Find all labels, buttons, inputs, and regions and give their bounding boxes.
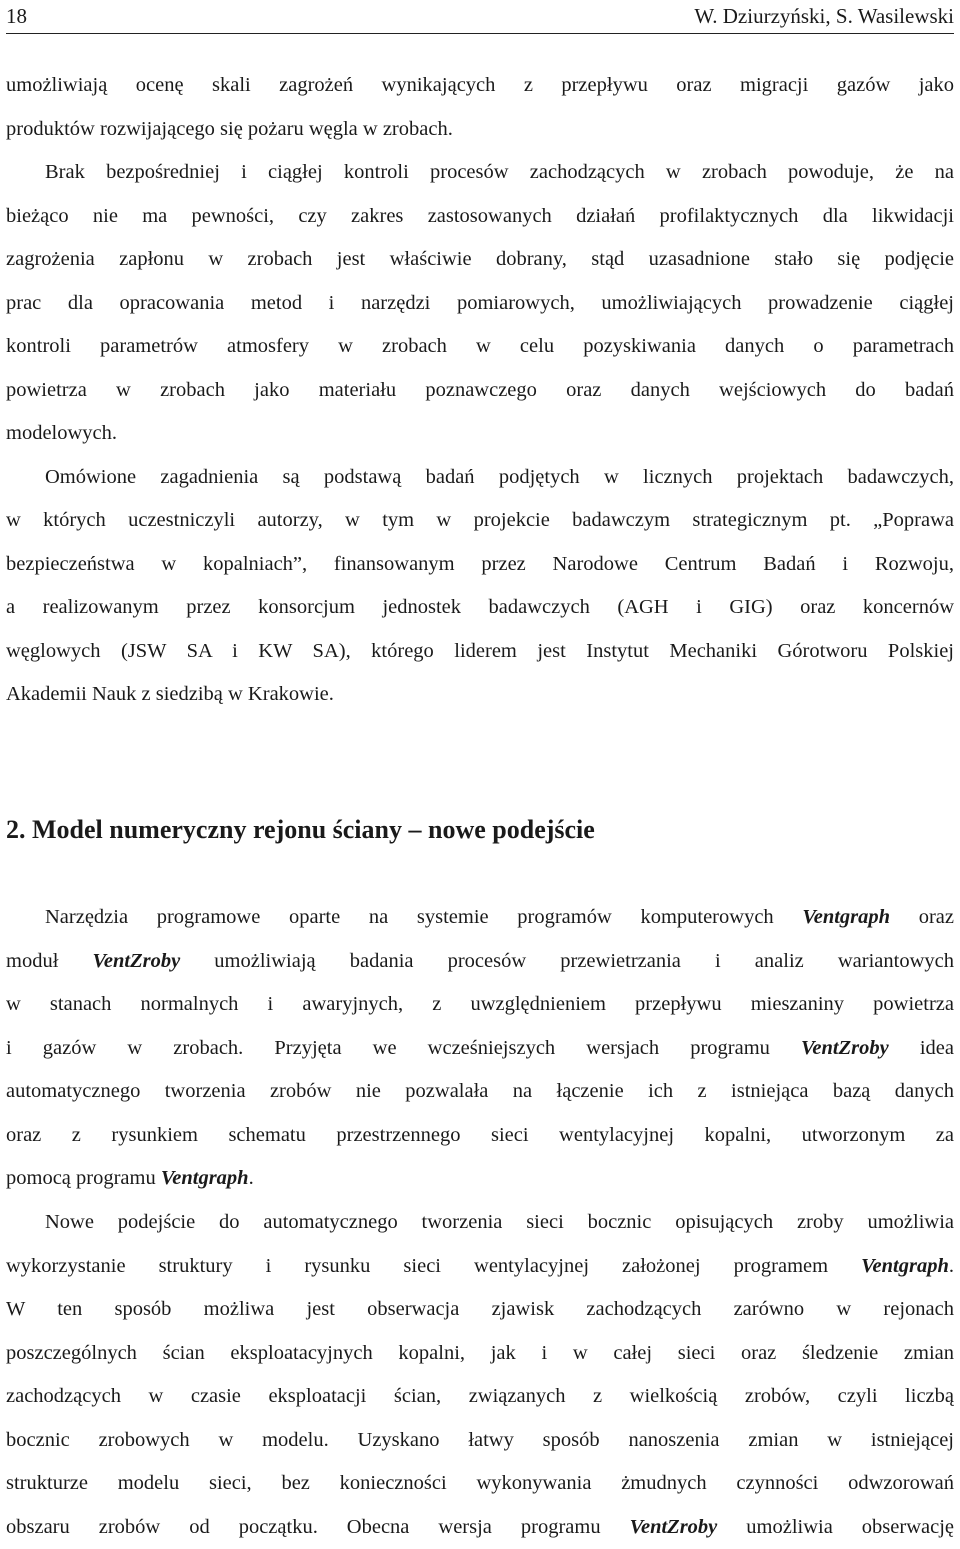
section-2-paragraph-2: [6, 1201, 954, 1549]
text-line: strukturze modelu sieci, bez konieczności wykonywania żmudnych czynności odwzorowań: [6, 1462, 954, 1506]
text-line: [6, 1506, 954, 1549]
program-name: Ventgraph: [861, 1255, 949, 1277]
text-line: [6, 1245, 954, 1289]
text-line: [6, 940, 954, 984]
text-span: i gazów w zrobach. Przyjęta we wcześniejszych wersjach programu: [6, 1037, 801, 1059]
text-span: idea: [889, 1037, 954, 1059]
text-line: oraz z rysunkiem schematu przestrzennego sieci wentylacyjnej kopalni, utworzonym za: [6, 1114, 954, 1158]
text-line: kontroli parametrów atmosfery w zrobach w celu pozyskiwania danych o parametrach: [6, 325, 954, 369]
text-line: w stanach normalnych i awaryjnych, z uwzględnieniem przepływu mieszaniny powietrza: [6, 983, 954, 1027]
text-line: produktów rozwijającego się pożaru węgla w zrobach.: [6, 108, 954, 152]
text-span: umożliwiają badania procesów przewietrzania i analiz wariantowych: [180, 950, 954, 972]
section-1-text: [6, 64, 954, 717]
text-line: [6, 1027, 954, 1071]
text-line: w których uczestniczyli autorzy, w tym w projekcie badawczym strategicznym pt. „Poprawa: [6, 499, 954, 543]
program-name: VentZroby: [93, 950, 181, 972]
program-name: VentZroby: [630, 1516, 718, 1538]
text-line: Omówione zagadnienia są podstawą badań podjętych w licznych projektach badawczych,: [6, 456, 954, 500]
page-number: 18: [6, 2, 27, 30]
text-span: wykorzystanie struktury i rysunku sieci wentylacyjnej założonej programem: [6, 1255, 861, 1277]
running-header: [6, 2, 954, 32]
program-name: Ventgraph: [161, 1167, 249, 1189]
text-line: [6, 896, 954, 940]
text-span: pomocą programu: [6, 1167, 161, 1189]
text-line: bieżąco nie ma pewności, czy zakres zastosowanych działań profilaktycznych dla likwidacji: [6, 195, 954, 239]
text-line: powietrza w zrobach jako materiału poznawczego oraz danych wejściowych do badań: [6, 369, 954, 413]
header-rule: [6, 33, 954, 34]
text-line: a realizowanym przez konsorcjum jednostek badawczych (AGH i GIG) oraz koncernów: [6, 586, 954, 630]
text-line: Nowe podejście do automatycznego tworzenia sieci bocznic opisujących zroby umożliwia: [6, 1201, 954, 1245]
program-name: VentZroby: [801, 1037, 889, 1059]
text-line: prac dla opracowania metod i narzędzi pomiarowych, umożliwiających prowadzenie ciągłej: [6, 282, 954, 326]
section-heading: 2. Model numeryczny rejonu ściany – nowe podejście: [6, 808, 595, 852]
text-span: .: [949, 1255, 954, 1277]
text-span: umożliwia obserwację: [717, 1516, 954, 1538]
text-line: bocznic zrobowych w modelu. Uzyskano łatwy sposób nanoszenia zmian w istniejącej: [6, 1419, 954, 1463]
text-line: bezpieczeństwa w kopalniach”, finansowanym przez Narodowe Centrum Badań i Rozwoju,: [6, 543, 954, 587]
program-name: Ventgraph: [802, 906, 890, 928]
text-line: zachodzących w czasie eksploatacji ścian, związanych z wielkością zrobów, czyli liczbą: [6, 1375, 954, 1419]
text-line: Brak bezpośredniej i ciągłej kontroli procesów zachodzących w zrobach powoduje, że na: [6, 151, 954, 195]
running-header-authors: W. Dziurzyński, S. Wasilewski: [694, 2, 954, 30]
text-span: obszaru zrobów od początku. Obecna wersja programu: [6, 1516, 630, 1538]
text-line: automatycznego tworzenia zrobów nie pozwalała na łączenie ich z istniejąca bazą danych: [6, 1070, 954, 1114]
section-2-paragraph-1: [6, 896, 954, 1201]
text-line: [6, 1157, 954, 1201]
text-span: Narzędzia programowe oparte na systemie programów komputerowych: [45, 906, 802, 928]
text-line: W ten sposób możliwa jest obserwacja zjawisk zachodzących zarówno w rejonach: [6, 1288, 954, 1332]
text-line: umożliwiają ocenę skali zagrożeń wynikających z przepływu oraz migracji gazów jako: [6, 64, 954, 108]
text-line: zagrożenia zapłonu w zrobach jest właściwie dobrany, stąd uzasadnione stało się podjęcie: [6, 238, 954, 282]
text-line: Akademii Nauk z siedzibą w Krakowie.: [6, 673, 954, 717]
text-line: modelowych.: [6, 412, 954, 456]
text-span: .: [249, 1167, 254, 1189]
text-line: węglowych (JSW SA i KW SA), którego liderem jest Instytut Mechaniki Górotworu Polskiej: [6, 630, 954, 674]
text-line: poszczególnych ścian eksploatacyjnych kopalni, jak i w całej sieci oraz śledzenie zmian: [6, 1332, 954, 1376]
text-span: oraz: [890, 906, 954, 928]
text-span: moduł: [6, 950, 93, 972]
